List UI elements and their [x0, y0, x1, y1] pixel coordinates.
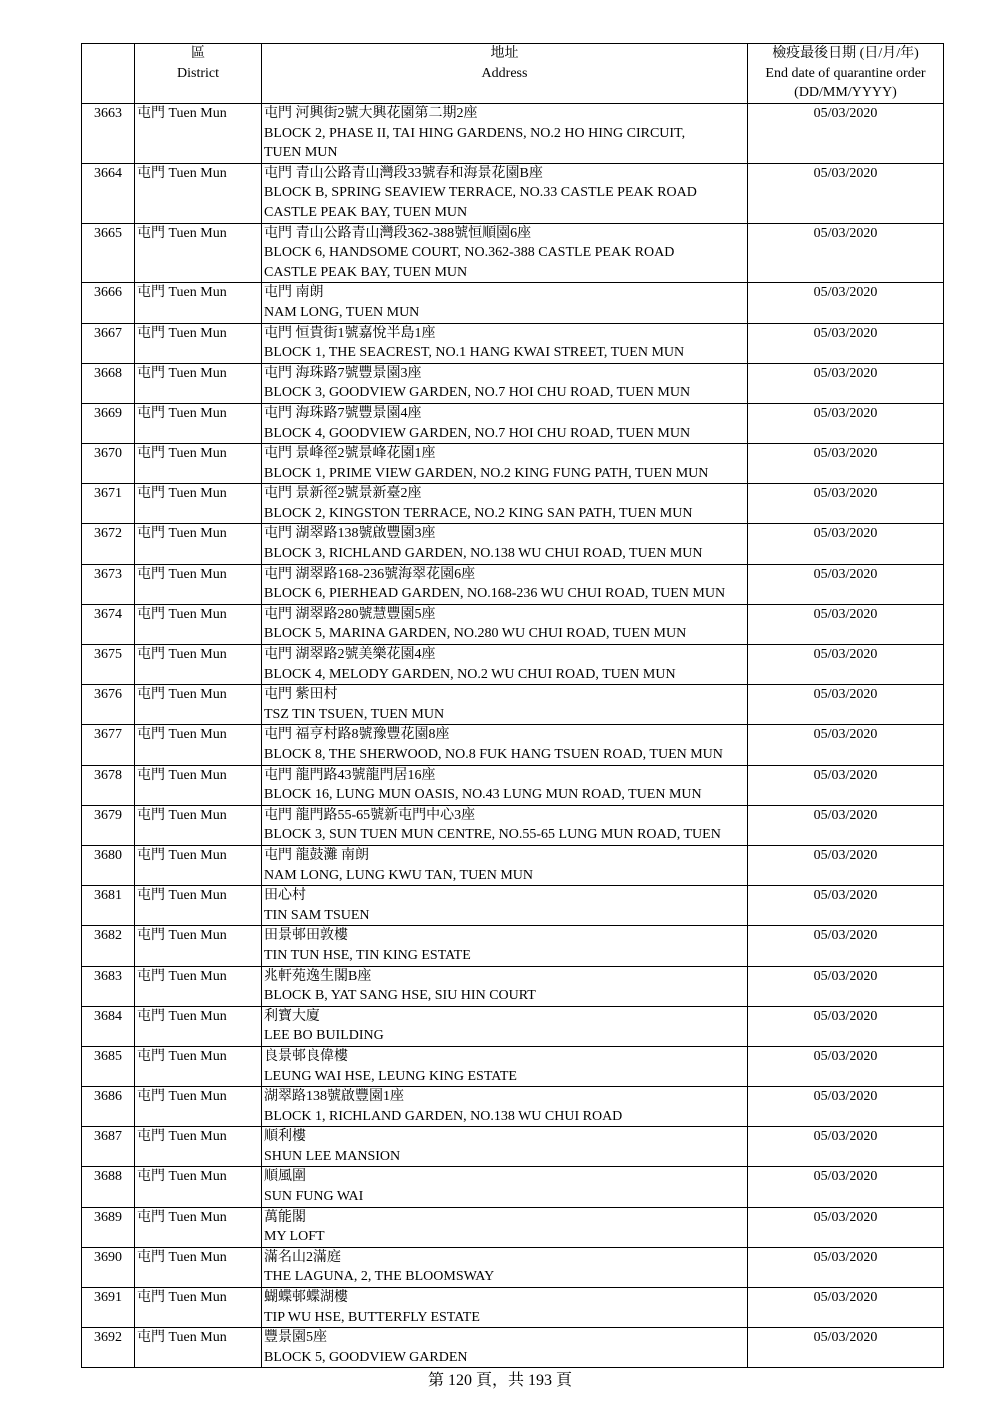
- table-row: [82, 765, 944, 805]
- row-end-date: 05/03/2020: [748, 1127, 944, 1167]
- row-address: [262, 223, 748, 283]
- address-line: NAM LONG, LUNG KWU TAN, TUEN MUN: [264, 867, 534, 883]
- row-number: 3679: [82, 805, 135, 845]
- row-number: 3664: [82, 163, 135, 223]
- row-number: 3689: [82, 1207, 135, 1247]
- address-line: LEUNG WAI HSE, LEUNG KING ESTATE: [264, 1068, 517, 1084]
- address-line: SHUN LEE MANSION: [264, 1148, 401, 1164]
- row-end-date: 05/03/2020: [748, 765, 944, 805]
- table-row: [82, 323, 944, 363]
- row-end-date: 05/03/2020: [748, 1288, 944, 1328]
- row-address: [262, 1288, 748, 1328]
- table-header-row: [82, 44, 944, 104]
- address-line: BLOCK B, SPRING SEAVIEW TERRACE, NO.33 CASTLE PEAK ROAD: [264, 185, 697, 201]
- address-line: BLOCK 4, GOODVIEW GARDEN, NO.7 HOI CHU ROAD, TUEN MUN: [264, 425, 691, 441]
- table-row: [82, 283, 944, 323]
- row-address: [262, 1046, 748, 1086]
- row-address: [262, 805, 748, 845]
- address-line: 屯門 龍門路43號龍門居16座: [264, 767, 436, 783]
- table-row: [82, 403, 944, 443]
- table-row: [82, 1207, 944, 1247]
- row-number: 3676: [82, 685, 135, 725]
- row-district: 屯門 Tuen Mun: [135, 966, 262, 1006]
- row-address: [262, 1207, 748, 1247]
- row-number: 3688: [82, 1167, 135, 1207]
- row-end-date: 05/03/2020: [748, 564, 944, 604]
- row-end-date: 05/03/2020: [748, 966, 944, 1006]
- address-line: BLOCK 2, PHASE II, TAI HING GARDENS, NO.2 HO HING CIRCUIT,: [264, 125, 686, 141]
- address-line: 萬能閣: [264, 1209, 306, 1225]
- row-address: [262, 926, 748, 966]
- address-line: 屯門 景峰徑2號景峰花園1座: [264, 446, 436, 462]
- row-end-date: 05/03/2020: [748, 363, 944, 403]
- address-line: 屯門 福亨村路8號豫豐花園8座: [264, 727, 450, 743]
- table-row: [82, 725, 944, 765]
- row-end-date: 05/03/2020: [748, 645, 944, 685]
- header-district-en: District: [177, 65, 219, 81]
- address-line: 屯門 青山公路青山灣段362-388號恒順園6座: [264, 225, 532, 241]
- row-address: [262, 564, 748, 604]
- address-line: BLOCK 4, MELODY GARDEN, NO.2 WU CHUI ROAD, TUEN MUN: [264, 666, 676, 682]
- address-line: 屯門 龍門路55-65號新屯門中心3座: [264, 807, 476, 823]
- table-row: [82, 1247, 944, 1287]
- quarantine-table: [81, 43, 944, 1368]
- row-end-date: 05/03/2020: [748, 1006, 944, 1046]
- row-address: [262, 845, 748, 885]
- row-district: 屯門 Tuen Mun: [135, 524, 262, 564]
- address-line: 屯門 湖翠路168-236號海翠花園6座: [264, 566, 476, 582]
- address-line: BLOCK 3, RICHLAND GARDEN, NO.138 WU CHUI ROAD, TUEN MUN: [264, 546, 703, 562]
- address-line: 利寶大廈: [264, 1008, 320, 1024]
- row-district: 屯門 Tuen Mun: [135, 1087, 262, 1127]
- row-address: [262, 403, 748, 443]
- header-date-format: (DD/MM/YYYY): [794, 85, 897, 101]
- header-address: [262, 44, 748, 104]
- row-district: 屯門 Tuen Mun: [135, 403, 262, 443]
- header-address-en: Address: [481, 65, 528, 81]
- row-number: 3673: [82, 564, 135, 604]
- table-row: [82, 926, 944, 966]
- address-line: BLOCK 1, RICHLAND GARDEN, NO.138 WU CHUI ROAD: [264, 1108, 623, 1124]
- address-line: 屯門 湖翠路138號啟豐園3座: [264, 526, 436, 542]
- address-line: 屯門 紫田村: [264, 687, 338, 703]
- address-line: 良景邨良偉樓: [264, 1048, 348, 1064]
- header-district-zh: 區: [191, 46, 205, 61]
- address-line: SUN FUNG WAI: [264, 1189, 364, 1205]
- header-date-zh: 檢疫最後日期 (日/月/年): [772, 46, 919, 61]
- table-row: [82, 886, 944, 926]
- row-district: 屯門 Tuen Mun: [135, 765, 262, 805]
- row-address: [262, 283, 748, 323]
- row-end-date: 05/03/2020: [748, 1167, 944, 1207]
- row-end-date: 05/03/2020: [748, 845, 944, 885]
- row-end-date: 05/03/2020: [748, 163, 944, 223]
- row-number: 3668: [82, 363, 135, 403]
- table-row: [82, 685, 944, 725]
- row-address: [262, 163, 748, 223]
- row-number: 3681: [82, 886, 135, 926]
- row-end-date: 05/03/2020: [748, 604, 944, 644]
- header-number: [82, 44, 135, 104]
- address-line: BLOCK 1, THE SEACREST, NO.1 HANG KWAI STREET, TUEN MUN: [264, 345, 685, 361]
- row-number: 3686: [82, 1087, 135, 1127]
- row-district: 屯門 Tuen Mun: [135, 363, 262, 403]
- row-district: 屯門 Tuen Mun: [135, 604, 262, 644]
- row-end-date: 05/03/2020: [748, 104, 944, 164]
- address-line: 屯門 河興街2號大興花園第二期2座: [264, 106, 478, 121]
- row-district: 屯門 Tuen Mun: [135, 645, 262, 685]
- row-number: 3671: [82, 484, 135, 524]
- address-line: 兆軒苑逸生閣B座: [264, 968, 372, 984]
- row-address: [262, 1087, 748, 1127]
- row-end-date: 05/03/2020: [748, 1207, 944, 1247]
- address-line: NAM LONG, TUEN MUN: [264, 304, 420, 320]
- row-number: 3690: [82, 1247, 135, 1287]
- header-date-en: End date of quarantine order: [765, 65, 926, 81]
- row-end-date: 05/03/2020: [748, 1087, 944, 1127]
- row-number: 3666: [82, 283, 135, 323]
- row-address: [262, 966, 748, 1006]
- address-line: 順利樓: [264, 1129, 306, 1145]
- row-address: [262, 363, 748, 403]
- row-address: [262, 1006, 748, 1046]
- address-line: THE LAGUNA, 2, THE BLOOMSWAY: [264, 1269, 495, 1285]
- table-body: [82, 104, 944, 1368]
- row-district: 屯門 Tuen Mun: [135, 845, 262, 885]
- address-line: BLOCK 16, LUNG MUN OASIS, NO.43 LUNG MUN ROAD, TUEN MUN: [264, 787, 702, 803]
- row-end-date: 05/03/2020: [748, 444, 944, 484]
- row-address: [262, 524, 748, 564]
- row-end-date: 05/03/2020: [748, 403, 944, 443]
- row-number: 3674: [82, 604, 135, 644]
- table-row: [82, 484, 944, 524]
- table-row: [82, 363, 944, 403]
- row-address: [262, 685, 748, 725]
- table-row: [82, 1167, 944, 1207]
- row-address: [262, 765, 748, 805]
- row-number: 3670: [82, 444, 135, 484]
- row-district: 屯門 Tuen Mun: [135, 283, 262, 323]
- table-row: [82, 104, 944, 164]
- address-line: BLOCK 1, PRIME VIEW GARDEN, NO.2 KING FUNG PATH, TUEN MUN: [264, 465, 709, 481]
- row-district: 屯門 Tuen Mun: [135, 323, 262, 363]
- address-line: BLOCK 2, KINGSTON TERRACE, NO.2 KING SAN PATH, TUEN MUN: [264, 505, 693, 521]
- row-number: 3665: [82, 223, 135, 283]
- table-row: [82, 805, 944, 845]
- row-end-date: 05/03/2020: [748, 725, 944, 765]
- row-address: [262, 886, 748, 926]
- address-line: MY LOFT: [264, 1229, 325, 1245]
- row-address: [262, 725, 748, 765]
- table-row: [82, 645, 944, 685]
- address-line: BLOCK 6, PIERHEAD GARDEN, NO.168-236 WU CHUI ROAD, TUEN MUN: [264, 586, 726, 602]
- row-district: 屯門 Tuen Mun: [135, 104, 262, 164]
- table-row: [82, 223, 944, 283]
- header-district: [135, 44, 262, 104]
- page-footer: 第 120 頁，共 193 頁: [427, 1372, 572, 1389]
- row-district: 屯門 Tuen Mun: [135, 1006, 262, 1046]
- address-line: BLOCK 5, GOODVIEW GARDEN: [264, 1349, 468, 1365]
- row-address: [262, 104, 748, 164]
- address-line: LEE BO BUILDING: [264, 1028, 384, 1044]
- table-row: [82, 1006, 944, 1046]
- row-end-date: 05/03/2020: [748, 886, 944, 926]
- address-line: BLOCK B, YAT SANG HSE, SIU HIN COURT: [264, 988, 536, 1004]
- row-district: 屯門 Tuen Mun: [135, 685, 262, 725]
- address-line: 蝴蝶邨蝶湖樓: [264, 1290, 348, 1306]
- row-address: [262, 323, 748, 363]
- table-row: [82, 966, 944, 1006]
- address-line: 田心村: [264, 888, 306, 904]
- address-line: BLOCK 3, SUN TUEN MUN CENTRE, NO.55-65 LUNG MUN ROAD, TUEN: [264, 827, 721, 843]
- table-row: [82, 163, 944, 223]
- table-row: [82, 444, 944, 484]
- row-number: 3684: [82, 1006, 135, 1046]
- row-end-date: 05/03/2020: [748, 1328, 944, 1368]
- row-district: 屯門 Tuen Mun: [135, 725, 262, 765]
- table-row: [82, 1046, 944, 1086]
- row-number: 3663: [82, 104, 135, 164]
- address-line: CASTLE PEAK BAY, TUEN MUN: [264, 264, 468, 280]
- row-end-date: 05/03/2020: [748, 1046, 944, 1086]
- row-district: 屯門 Tuen Mun: [135, 805, 262, 845]
- row-number: 3667: [82, 323, 135, 363]
- row-district: 屯門 Tuen Mun: [135, 163, 262, 223]
- row-district: 屯門 Tuen Mun: [135, 1046, 262, 1086]
- address-line: BLOCK 5, MARINA GARDEN, NO.280 WU CHUI ROAD, TUEN MUN: [264, 626, 687, 642]
- row-address: [262, 484, 748, 524]
- row-address: [262, 1247, 748, 1287]
- row-district: 屯門 Tuen Mun: [135, 1247, 262, 1287]
- row-district: 屯門 Tuen Mun: [135, 223, 262, 283]
- row-number: 3685: [82, 1046, 135, 1086]
- header-address-zh: 地址: [490, 46, 519, 61]
- address-line: BLOCK 6, HANDSOME COURT, NO.362-388 CASTLE PEAK ROAD: [264, 245, 675, 261]
- row-district: 屯門 Tuen Mun: [135, 1288, 262, 1328]
- table-row: [82, 845, 944, 885]
- row-address: [262, 1127, 748, 1167]
- row-end-date: 05/03/2020: [748, 223, 944, 283]
- address-line: 順風圍: [264, 1169, 306, 1185]
- row-end-date: 05/03/2020: [748, 283, 944, 323]
- row-number: 3682: [82, 926, 135, 966]
- table-row: [82, 1288, 944, 1328]
- row-address: [262, 604, 748, 644]
- table-row: [82, 1087, 944, 1127]
- address-line: 屯門 海珠路7號豐景園3座: [264, 365, 422, 381]
- row-number: 3672: [82, 524, 135, 564]
- row-number: 3669: [82, 403, 135, 443]
- row-district: 屯門 Tuen Mun: [135, 1167, 262, 1207]
- row-district: 屯門 Tuen Mun: [135, 1127, 262, 1167]
- row-end-date: 05/03/2020: [748, 805, 944, 845]
- address-line: 豐景園5座: [264, 1330, 327, 1346]
- address-line: BLOCK 8, THE SHERWOOD, NO.8 FUK HANG TSUEN ROAD, TUEN MUN: [264, 747, 723, 762]
- address-line: 屯門 恒貴街1號嘉悅半島1座: [264, 325, 436, 341]
- address-line: TIN SAM TSUEN: [264, 907, 370, 923]
- row-number: 3677: [82, 725, 135, 765]
- table-row: [82, 604, 944, 644]
- address-line: 屯門 湖翠路280號慧豐園5座: [264, 606, 436, 622]
- address-line: 屯門 湖翠路2號美樂花園4座: [264, 647, 436, 663]
- table-row: [82, 1328, 944, 1368]
- address-line: 屯門 青山公路青山灣段33號春和海景花園B座: [264, 165, 543, 181]
- row-end-date: 05/03/2020: [748, 323, 944, 363]
- table-row: [82, 524, 944, 564]
- row-district: 屯門 Tuen Mun: [135, 926, 262, 966]
- row-address: [262, 645, 748, 685]
- address-line: 屯門 海珠路7號豐景園4座: [264, 405, 422, 421]
- row-number: 3687: [82, 1127, 135, 1167]
- row-district: 屯門 Tuen Mun: [135, 886, 262, 926]
- row-number: 3675: [82, 645, 135, 685]
- table-row: [82, 1127, 944, 1167]
- row-address: [262, 1167, 748, 1207]
- address-line: BLOCK 3, GOODVIEW GARDEN, NO.7 HOI CHU ROAD, TUEN MUN: [264, 385, 691, 401]
- row-district: 屯門 Tuen Mun: [135, 444, 262, 484]
- address-line: TIP WU HSE, BUTTERFLY ESTATE: [264, 1309, 480, 1325]
- row-district: 屯門 Tuen Mun: [135, 484, 262, 524]
- row-end-date: 05/03/2020: [748, 484, 944, 524]
- row-number: 3680: [82, 845, 135, 885]
- row-number: 3691: [82, 1288, 135, 1328]
- address-line: TSZ TIN TSUEN, TUEN MUN: [264, 706, 445, 722]
- row-district: 屯門 Tuen Mun: [135, 564, 262, 604]
- row-end-date: 05/03/2020: [748, 926, 944, 966]
- address-line: 屯門 龍鼓灘 南朗: [264, 847, 369, 863]
- address-line: TIN TUN HSE, TIN KING ESTATE: [264, 947, 471, 963]
- address-line: 田景邨田敦樓: [264, 928, 348, 944]
- address-line: 湖翠路138號啟豐園1座: [264, 1089, 404, 1105]
- row-number: 3683: [82, 966, 135, 1006]
- header-date: [748, 44, 944, 104]
- address-line: 屯門 南朗: [264, 285, 324, 301]
- row-district: 屯門 Tuen Mun: [135, 1207, 262, 1247]
- address-line: 滿名山2滿庭: [264, 1249, 341, 1265]
- row-end-date: 05/03/2020: [748, 685, 944, 725]
- address-line: 屯門 景新徑2號景新臺2座: [264, 486, 422, 502]
- row-end-date: 05/03/2020: [748, 524, 944, 564]
- row-number: 3692: [82, 1328, 135, 1368]
- row-district: 屯門 Tuen Mun: [135, 1328, 262, 1368]
- address-line: CASTLE PEAK BAY, TUEN MUN: [264, 204, 468, 220]
- row-end-date: 05/03/2020: [748, 1247, 944, 1287]
- row-address: [262, 1328, 748, 1368]
- table-row: [82, 564, 944, 604]
- address-line: TUEN MUN: [264, 145, 338, 161]
- row-address: [262, 444, 748, 484]
- row-number: 3678: [82, 765, 135, 805]
